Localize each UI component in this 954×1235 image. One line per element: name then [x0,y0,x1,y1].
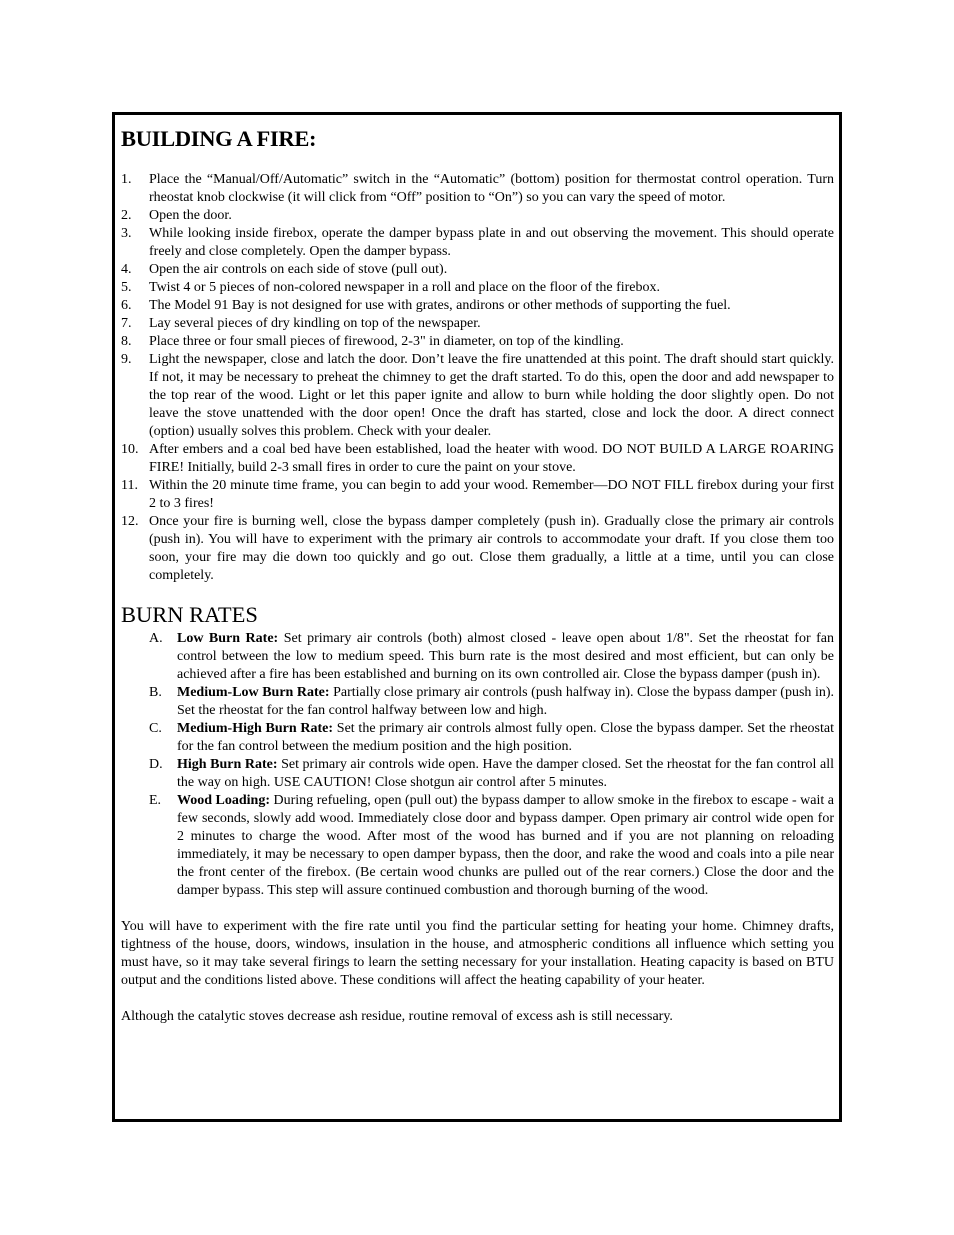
burn-rate-item: E. Wood Loading: During refueling, open (pull out) the bypass damper to allow smoke in the firebox to escape - wait a few seconds, slowly add wood. Immediately close door and bypass damper. Open primary air control wide open for 2 minutes to charge the wood. After most of the wood has burned and if you are not planning on reloading immediately, it may be necessary to open damper bypass, then the door, and rake the wood and coals into a pile near the front center of the firebox. (Be certain wood chunks are pulled out of the rear corners.) Close the door and the damper bypass. This step will assure continued combustion and thorough burning of the wood. [149,793,834,898]
step-item: 12. Once your fire is burning well, close the bypass damper completely (push in). Gradually close the primary air controls (push in). You will have to experiment with the primary air controls to accommodate your draft. If you close them too soon, your fire may die down too quickly and go out. Close them gradually, a little at a time, until you can close completely. [121,514,834,583]
instruction-content [121,121,834,1026]
instruction-box [112,112,842,1122]
step-item: 5. Twist 4 or 5 pieces of non-colored newspaper in a roll and place on the floor of the firebox. [121,280,661,295]
step-item: 2. Open the door. [121,208,232,223]
burn-rate-item: D. High Burn Rate: Set primary air controls wide open. Have the damper closed. Set the rheostat for the fan control all the way on high. USE CAUTION! Close shotgun air control after 5 minutes. [149,757,835,790]
burn-rate-item: A. Low Burn Rate: Set primary air controls (both) almost closed - leave open about 1/8". Set the rheostat for fan control between the low to medium speed. This burn rate is the most desired and most efficient, but can only be achieved after a fire has been established and burning on its own controlled air. Close the bypass damper (push in). [149,631,834,682]
step-item: 4. Open the air controls on each side of stove (pull out). [121,262,448,277]
heating-experiment-paragraph: You will have to experiment with the fire rate until you find the particular setting for heating your home. Chimney drafts, tightness of the house, doors, windows, insulation in the house, and atmospheric conditions all influence which setting you must have, so it may take several firings to learn the setting necessary for your installation. Heating capacity is based on BTU output and the conditions listed above. These conditions will affect the heating capability of your heater. [121,919,834,988]
building-fire-heading: BUILDING A FIRE: [121,126,317,151]
burn-rate-item: B. Medium-Low Burn Rate: Partially close primary air controls (push halfway in). Close the bypass damper (push in). Set the rheostat for the fan control halfway between low and high. [149,685,835,718]
step-item: 7. Lay several pieces of dry kindling on top of the newspaper. [121,316,481,331]
burn-rates-list [121,630,834,900]
step-item: 9. Light the newspaper, close and latch the door. Don’t leave the fire unattended at this point. The draft should start quickly. If not, it may be necessary to preheat the chimney to get the draft started. To do this, open the door and add newspaper to the top rear of the wood. Light or let this paper ignite and allow to burn while holding the door slightly open. Do not leave the stove unattended with the door open! Once the draft has started, close and lock the door. A direct connect (option) usually solves this problem. Check with your dealer. [121,352,834,439]
step-item: 6. The Model 91 Bay is not designed for use with grates, andirons or other methods of supporting the fuel. [121,298,731,313]
burn-rate-item: C. Medium-High Burn Rate: Set the primary air controls almost fully open. Close the bypass damper. Set the rheostat for the fan control between the medium position and the high position. [149,721,834,754]
burn-rates-heading: BURN RATES [121,602,258,627]
step-item: 8. Place three or four small pieces of firewood, 2-3" in diameter, on top of the kindling. [121,334,624,349]
step-item: 10. After embers and a coal bed have been established, load the heater with wood. DO NOT BUILD A LARGE ROARING FIRE! Initially, build 2-3 small fires in order to cure the paint on your stove. [121,442,834,475]
step-item: 1. Place the “Manual/Off/Automatic” switch in the “Automatic” (bottom) position for thermostat control operation. Turn rheostat knob clockwise (it will click from “Off” position to “On”) so you can vary the speed of motor. [121,172,834,205]
building-fire-steps [121,171,834,585]
step-item: 3. While looking inside firebox, operate the damper bypass plate in and out observing the movement. This should operate freely and close completely. Open the damper bypass. [121,226,834,259]
step-item: 11. Within the 20 minute time frame, you can begin to add your wood. Remember—DO NOT FILL firebox during your first 2 to 3 fires! [121,478,834,511]
ash-removal-paragraph: Although the catalytic stoves decrease ash residue, routine removal of excess ash is still necessary. [121,1009,673,1024]
